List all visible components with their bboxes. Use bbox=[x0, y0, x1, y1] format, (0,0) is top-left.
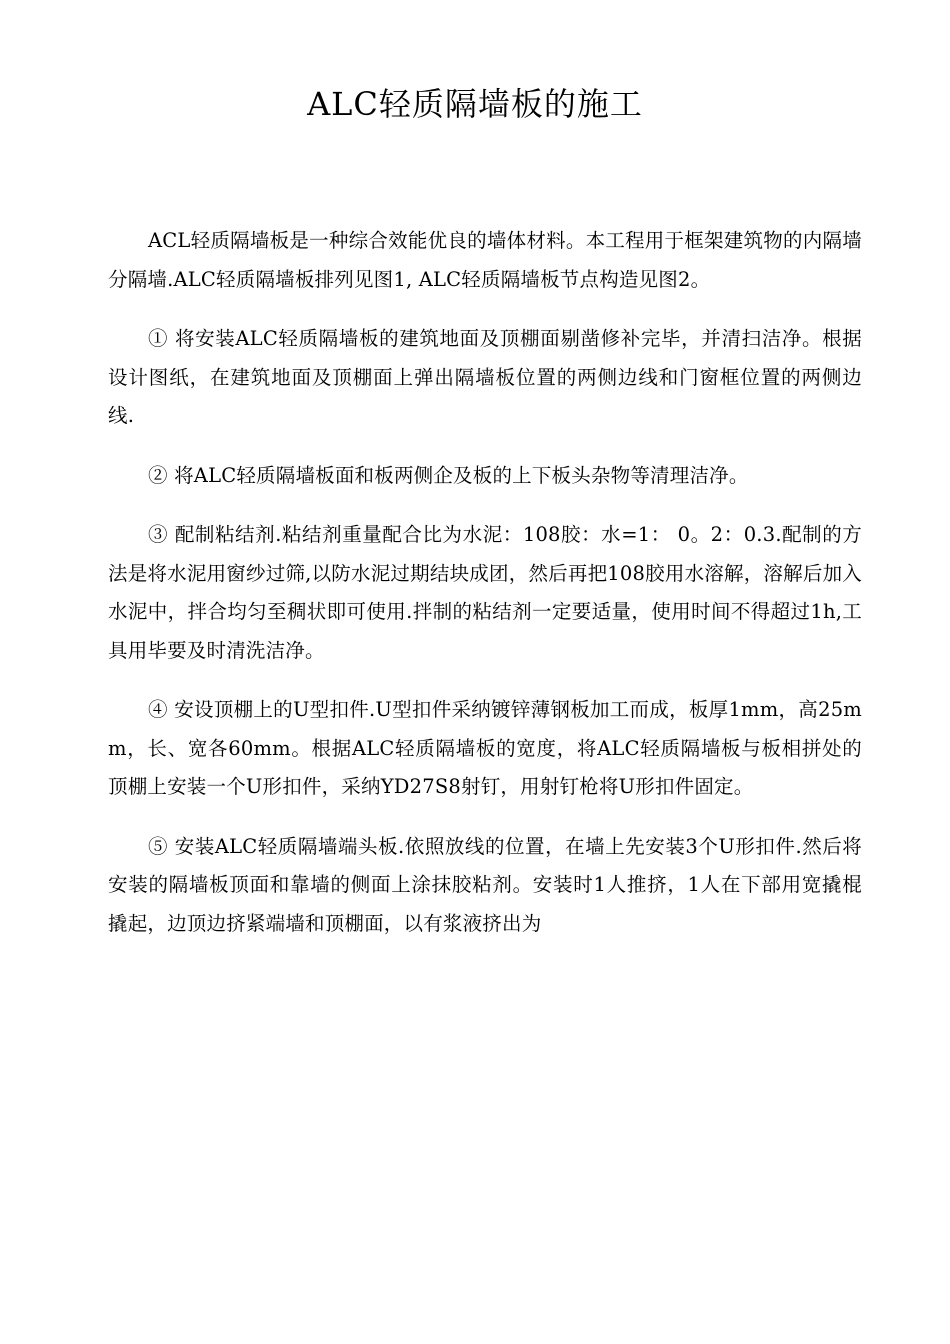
paragraph-step-3: ③ 配制粘结剂.粘结剂重量配合比为水泥：108胶：水=1： 0。2：0.3.配制的方法是将水泥用窗纱过筛,以防水泥过期结块成团，然后再把108胶用水溶解，溶解后加入水泥中，拌合均匀至稠状即可使用.拌制的粘结剂一定要适量，使用时间不得超过1h,工具用毕要及时清洗洁净。 bbox=[108, 523, 862, 662]
document-body bbox=[108, 222, 862, 964]
paragraph-intro: ACL轻质隔墙板是一种综合效能优良的墙体材料。本工程用于框架建筑物的内隔墙分隔墙.ALC轻质隔墙板排列见图1, ALC轻质隔墙板节点构造见图2。 bbox=[108, 229, 862, 291]
paragraph-step-2: ② 将ALC轻质隔墙板面和板两侧企及板的上下板头杂物等清理洁净。 bbox=[148, 463, 749, 487]
paragraph-step-5: ⑤ 安装ALC轻质隔墙端头板.依照放线的位置，在墙上先安装3个U形扣件.然后将安装的隔墙板顶面和靠墙的侧面上涂抹胶粘剂。安装时1人推挤，1人在下部用宽撬棍撬起，边顶边挤紧端墙和顶棚面，以有浆液挤出为 bbox=[108, 834, 862, 935]
paragraph-step-1: ① 将安装ALC轻质隔墙板的建筑地面及顶棚面剔凿修补完毕，并清扫洁净。根据设计图纸，在建筑地面及顶棚面上弹出隔墙板位置的两侧边线和门窗框位置的两侧边线. bbox=[108, 327, 862, 427]
document-title: ALC轻质隔墙板的施工 bbox=[307, 85, 643, 123]
paragraph-step-4: ④ 安设顶棚上的U型扣件.U型扣件采纳镀锌薄钢板加工而成，板厚1mm，高25mm，长、宽各60mm。根据ALC轻质隔墙板的宽度，将ALC轻质隔墙板与板相拼处的顶棚上安装一个U形扣件，采纳YD27S8射钉，用射钉枪将U形扣件固定。 bbox=[108, 698, 862, 798]
